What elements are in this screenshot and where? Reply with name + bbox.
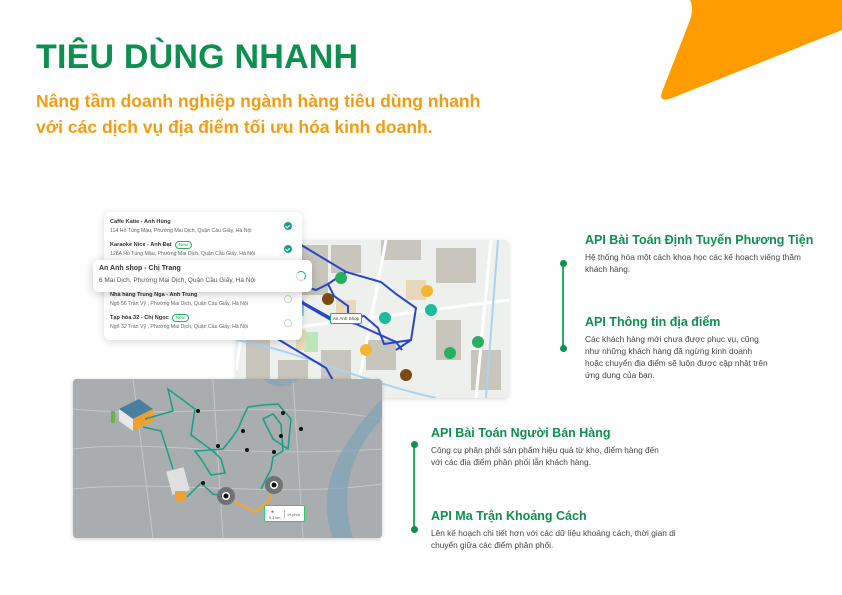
distance-value: 5,3 km — [269, 516, 281, 520]
feature-vehicle-routing — [585, 233, 825, 275]
feature-distance-matrix — [431, 509, 681, 551]
selected-customer-popup[interactable] — [93, 260, 312, 292]
feature-description: Lên kế hoạch chi tiết hơn với các dữ liệu khoảng cách, thời gian di chuyển giữa các điểm phân phối. — [431, 528, 676, 550]
distribution-map[interactable] — [73, 379, 382, 538]
page-subtitle — [36, 88, 536, 140]
timeline-dot — [560, 260, 567, 267]
distance-info-box — [264, 505, 305, 522]
feature-salesman — [431, 426, 681, 468]
loading-spinner-icon — [296, 271, 306, 281]
car-icon: ● — [271, 509, 275, 515]
popup-customer-name: An Anh shop - Chị Trang — [99, 265, 181, 272]
timeline-dot — [411, 441, 418, 448]
feature-place-info — [585, 315, 770, 381]
customer-list-item[interactable] — [110, 241, 296, 257]
customer-address: 128A Hồ Tùng Mậu, Phường Mai Dịch, Quận Cầu Giấy, Hà Nội — [110, 251, 256, 257]
new-badge: New — [175, 241, 192, 249]
customer-address: Ngõ 32 Trần Vỹ , Phường Mai Dịch, Quận Cầu Giấy, Hà Nội — [110, 324, 248, 330]
customer-list-item[interactable] — [110, 314, 296, 330]
timeline-line — [562, 263, 564, 348]
customer-name: Nhà hàng Trung Nga - Anh Trung — [110, 292, 198, 298]
customer-list-item[interactable] — [110, 218, 296, 234]
unchecked-icon[interactable] — [284, 319, 292, 327]
distribution-map-graphic — [73, 379, 382, 538]
feature-title: API Bài Toán Định Tuyến Phương Tiện — [585, 233, 814, 247]
feature-description: Hệ thống hóa một cách khoa học các kế hoạch viếng thăm khách hàng. — [585, 252, 801, 274]
subtitle-line-2: với các dịch vụ địa điểm tối ưu hóa kinh doanh. — [36, 117, 433, 137]
customer-list-item[interactable] — [110, 291, 296, 307]
page-title: TIÊU DÙNG NHANH — [36, 38, 359, 76]
feature-description: Các khách hàng mới chưa được phục vụ, cũng như những khách hàng đã ngừng kinh doanh hoặc chuyển địa điểm sẽ luôn được cập nhật trên ứng dụng của bạn. — [585, 334, 768, 380]
customer-name: Tạp hóa 32 - Chị Ngọc — [110, 315, 169, 321]
feature-title: API Bài Toán Người Bán Hàng — [431, 426, 611, 440]
customer-name: Karaoke Nice - Anh Đạt — [110, 242, 172, 248]
timeline-dot — [560, 345, 567, 352]
customer-address: 114 Hồ Tùng Mậu, Phường Mai Dịch, Quận Cầu Giấy, Hà Nội — [110, 228, 252, 234]
timeline-dot — [411, 526, 418, 533]
checked-icon[interactable] — [284, 245, 292, 253]
unchecked-icon[interactable] — [284, 295, 292, 303]
subtitle-line-1: Nâng tầm doanh nghiệp ngành hàng tiêu dùng nhanh — [36, 91, 481, 111]
map-shop-label: An Anh Shop — [330, 313, 362, 324]
timeline-line — [413, 444, 415, 529]
customer-name: Caffe Katie - Anh Hùng — [110, 219, 171, 225]
feature-title: API Ma Trận Khoảng Cách — [431, 509, 587, 523]
popup-customer-address: 6 Mai Dịch, Phường Mai Dịch, Quận Cầu Giấy, Hà Nội — [99, 277, 256, 284]
new-badge: New — [172, 314, 189, 322]
feature-description: Công cụ phân phối sản phẩm hiệu quả từ kho, điểm hàng đến với các địa điểm phân phối lẫn khách hàng. — [431, 445, 659, 467]
customer-address: Ngõ 56 Trần Vỹ , Phường Mai Dịch, Quận Cầu Giấy, Hà Nội — [110, 301, 248, 307]
feature-title: API Thông tin địa điểm — [585, 315, 721, 329]
duration-value: 19 phút — [287, 513, 300, 517]
divider — [284, 510, 285, 518]
checked-icon[interactable] — [284, 222, 292, 230]
